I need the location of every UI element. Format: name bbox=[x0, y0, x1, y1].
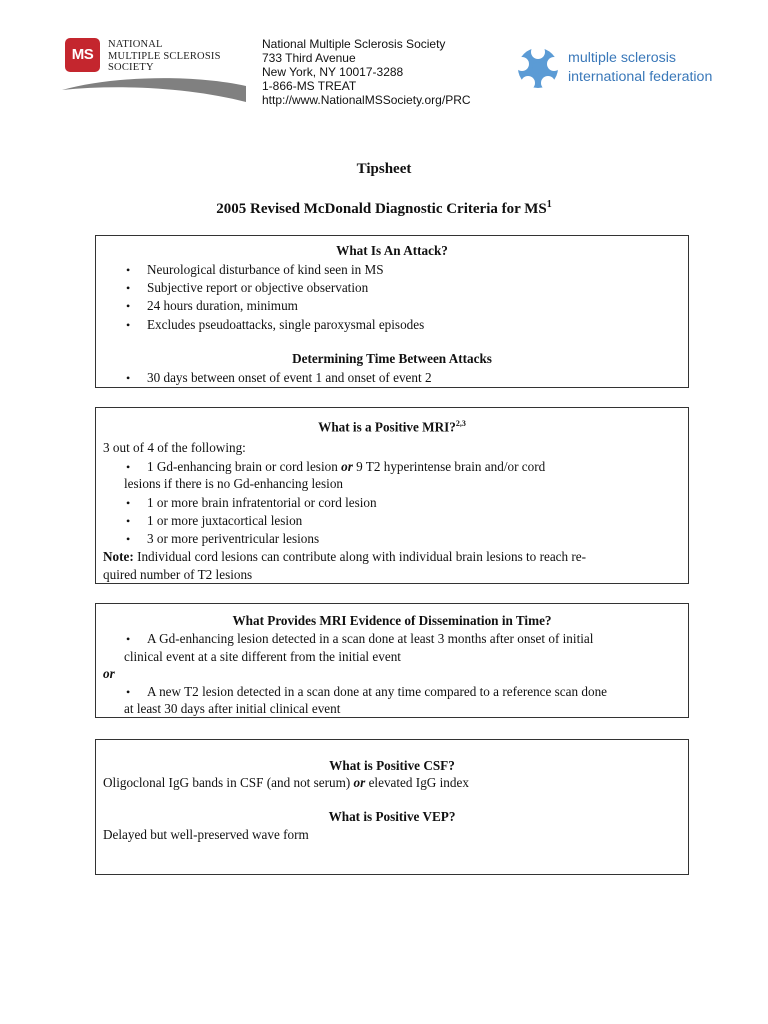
list-item: 1 or more juxtacortical lesion bbox=[147, 513, 303, 528]
street: 733 Third Avenue bbox=[262, 50, 356, 65]
ms-badge: MS bbox=[65, 38, 100, 72]
list-item-continued: at least 30 days after initial clinical event bbox=[124, 701, 341, 716]
list-item: 24 hours duration, minimum bbox=[147, 298, 298, 313]
list-item: A Gd-enhancing lesion detected in a scan done at least 3 months after onset of initial bbox=[147, 631, 594, 646]
vep-heading: What is Positive VEP? bbox=[328, 809, 456, 824]
bullet: • bbox=[126, 496, 131, 510]
note-text: Note: Individual cord lesions can contribute along with individual brain lesions to reach re- bbox=[103, 549, 587, 564]
csf-vep-box bbox=[95, 739, 689, 875]
city: New York, NY 10017-3288 bbox=[262, 64, 404, 79]
positive-mri-heading: What is a Positive MRI?$^{2,3}$ bbox=[318, 419, 466, 435]
bullet: • bbox=[126, 685, 131, 699]
bullet: • bbox=[126, 514, 131, 528]
phone: 1-866-MS TREAT bbox=[262, 78, 357, 93]
list-item: Neurological disturbance of kind seen in MS bbox=[147, 262, 384, 277]
nmss-logo bbox=[62, 36, 252, 108]
msif-text: multiple sclerosis international federation bbox=[568, 50, 713, 85]
page-title: Tipsheet bbox=[356, 161, 412, 177]
list-item: Excludes pseudoattacks, single paroxysmal episodes bbox=[147, 317, 425, 332]
bullet: • bbox=[126, 263, 131, 277]
address-block bbox=[262, 38, 471, 108]
list-item: Subjective report or objective observation bbox=[147, 280, 369, 295]
attack-box bbox=[95, 235, 689, 388]
website-link[interactable]: http://www.NationalMSSociety.org/PRC bbox=[262, 92, 471, 107]
bullet: • bbox=[126, 460, 131, 474]
bullet: • bbox=[126, 281, 131, 295]
swoosh-graphic bbox=[62, 74, 252, 104]
list-item-continued: clinical event at a site different from the initial event bbox=[124, 649, 401, 664]
list-item: 1 Gd-enhancing brain or cord lesion or 9 T2 hyperintense brain and/or cord bbox=[147, 459, 546, 474]
bullet: • bbox=[126, 632, 131, 646]
dissemination-box bbox=[95, 603, 689, 718]
intro-text: 3 out of 4 of the following: bbox=[103, 440, 246, 455]
dissemination-heading: What Provides MRI Evidence of Dissemination in Time? bbox=[232, 613, 552, 628]
list-item-continued: lesions if there is no Gd-enhancing lesion bbox=[124, 476, 344, 491]
list-item: 3 or more periventricular lesions bbox=[147, 531, 320, 546]
page-subtitle: 2005 Revised McDonald Diagnostic Criteria for $MS^1$ bbox=[216, 199, 552, 217]
bullet: • bbox=[126, 318, 131, 332]
vep-text: Delayed but well-preserved wave form bbox=[103, 827, 309, 842]
bullet: • bbox=[126, 532, 131, 546]
note-text-continued: quired number of T2 lesions bbox=[103, 567, 253, 582]
nmss-logo-text: NATIONAL MULTIPLE SCLEROSIS SOCIETY bbox=[108, 39, 221, 73]
bullet: • bbox=[126, 371, 131, 385]
msif-emblem-icon bbox=[516, 46, 560, 90]
positive-mri-box bbox=[95, 407, 689, 584]
list-item: A new T2 lesion detected in a scan done at any time compared to a reference scan done bbox=[147, 684, 608, 699]
list-item: 30 days between onset of event 1 and onset of event 2 bbox=[147, 370, 432, 385]
time-between-heading: Determining Time Between Attacks bbox=[292, 351, 492, 366]
bullet: • bbox=[126, 299, 131, 313]
csf-text: Oligoclonal IgG bands in CSF (and not serum) or elevated IgG index bbox=[103, 775, 469, 790]
csf-heading: What is Positive CSF? bbox=[329, 758, 455, 773]
list-item: 1 or more brain infratentorial or cord lesion bbox=[147, 495, 377, 510]
msif-logo bbox=[514, 44, 744, 100]
attack-heading: What Is An Attack? bbox=[336, 243, 448, 258]
org-name: National Multiple Sclerosis Society bbox=[262, 37, 446, 51]
or-text: or bbox=[103, 666, 115, 681]
